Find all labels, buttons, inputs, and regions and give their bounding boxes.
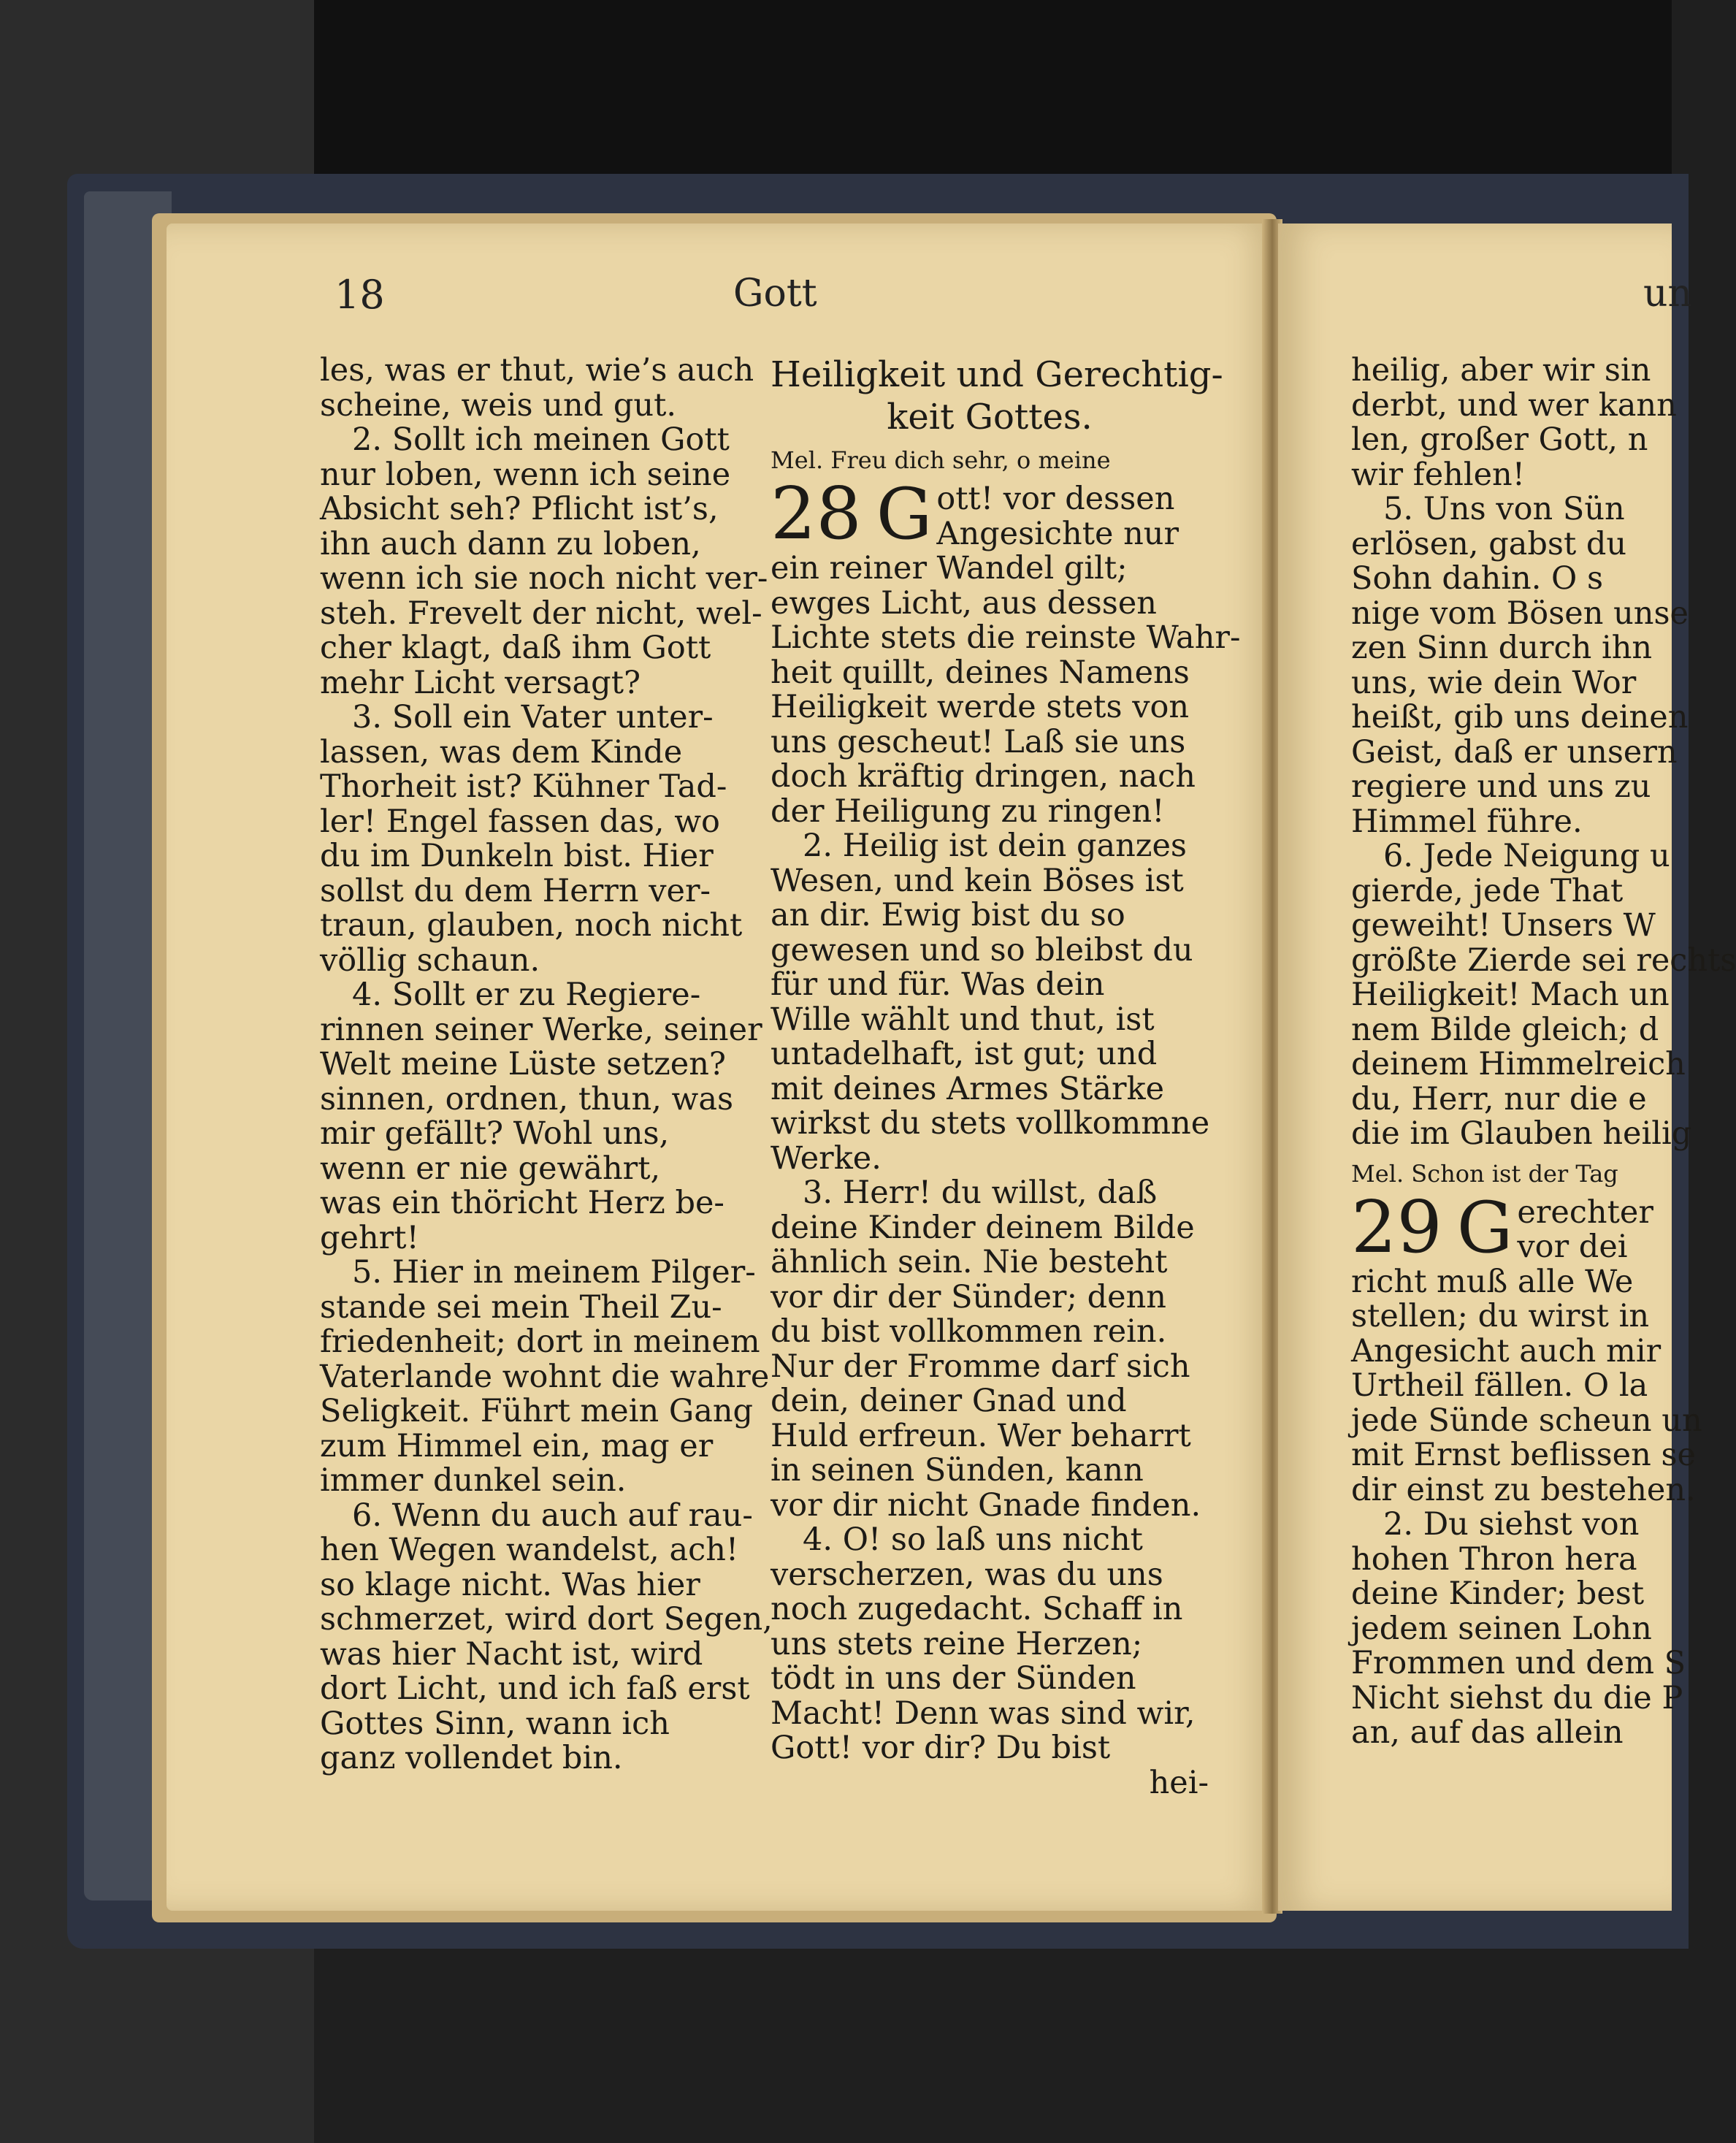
text-line: untadelhaft, ist gut; und xyxy=(771,1036,1158,1072)
text-line: mit Ernst beflissen se xyxy=(1351,1437,1696,1473)
text-line: cher klagt, daß ihm Gott xyxy=(320,630,711,666)
right-text-column xyxy=(1351,352,1736,1751)
text-line: Sohn dahin. O s xyxy=(1351,560,1604,597)
text-line: Gottes Sinn, wann ich xyxy=(320,1705,670,1742)
drop-cap: G xyxy=(876,473,933,555)
text-line: nur loben, wenn ich seine xyxy=(320,456,731,493)
text-line: dein, deiner Gnad und xyxy=(771,1383,1127,1419)
text-line: len, großer Gott, n xyxy=(1351,421,1648,458)
text-line: richt muß alle We xyxy=(1351,1263,1634,1300)
text-line: regiere und uns zu xyxy=(1351,768,1651,805)
text-line: scheine, weis und gut. xyxy=(320,386,677,424)
text-line: ewges Licht, aus dessen xyxy=(771,584,1157,622)
text-line: Absicht seh? Pflicht ist’s, xyxy=(320,491,719,527)
text-line: 3. Soll ein Vater unter- xyxy=(352,699,714,736)
text-line: Frommen und dem S xyxy=(1351,1645,1686,1681)
text-line: du, Herr, nur die e xyxy=(1351,1080,1647,1118)
text-line: rinnen seiner Werke, seiner xyxy=(320,1011,762,1048)
text-line: zen Sinn durch ihn xyxy=(1351,630,1653,666)
melody-line: Mel. Freu dich sehr, o meine xyxy=(771,446,1111,474)
text-line: 5. Uns von Sün xyxy=(1383,491,1625,527)
text-line: vor dir nicht Gnade finden. xyxy=(771,1486,1201,1524)
text-line: deinem Himmelreich xyxy=(1351,1046,1686,1082)
text-line: du im Dunkeln bist. Hier xyxy=(320,838,714,874)
text-line: Himmel führe. xyxy=(1351,803,1583,840)
text-line: jedem seinen Lohn xyxy=(1351,1610,1652,1647)
text-line: 6. Jede Neigung u xyxy=(1383,838,1670,874)
text-line: mit deines Armes Stärke xyxy=(771,1070,1165,1107)
text-line: völlig schaun. xyxy=(320,941,540,979)
text-line: ler! Engel fassen das, wo xyxy=(320,803,720,840)
text-line: heilig, aber wir sin xyxy=(1351,352,1651,389)
text-line: wir fehlen! xyxy=(1351,456,1526,493)
text-line: uns gescheut! Laß sie uns xyxy=(771,723,1186,760)
text-line: 4. O! so laß uns nicht xyxy=(803,1521,1143,1558)
text-line: verscherzen, was du uns xyxy=(771,1556,1163,1593)
text-line: wenn ich sie noch nicht ver- xyxy=(320,560,768,597)
hymn-text-continued xyxy=(1351,352,1736,1152)
text-line: was hier Nacht ist, wird xyxy=(320,1635,703,1673)
text-line: friedenheit; dort in meinem xyxy=(320,1323,760,1360)
text-line: Huld erfreun. Wer beharrt xyxy=(771,1417,1191,1454)
text-line: wirkst du stets vollkommne xyxy=(771,1105,1210,1142)
text-line: geweiht! Unsers W xyxy=(1351,907,1656,944)
text-line: 3. Herr! du willst, daß xyxy=(803,1174,1158,1211)
text-line: erlösen, gabst du xyxy=(1351,525,1627,562)
text-line: Lichte stets die reinste Wahr- xyxy=(771,619,1241,656)
drop-cap-2: G xyxy=(1456,1186,1513,1269)
text-line: Wille wählt und thut, ist xyxy=(771,1001,1155,1038)
hymn-text xyxy=(771,550,1241,1766)
text-line: die im Glauben heilig xyxy=(1351,1115,1692,1152)
melody-line-2: Mel. Schon ist der Tag xyxy=(1351,1159,1618,1188)
text-line: dir einst zu bestehen. xyxy=(1351,1471,1696,1508)
text-line: noch zugedacht. Schaff in xyxy=(771,1591,1183,1627)
page-number: 18 xyxy=(334,272,385,318)
text-line: 2. Heilig ist dein ganzes xyxy=(803,828,1187,864)
text-line: nem Bilde gleich; d xyxy=(1351,1011,1659,1048)
text-line: ein reiner Wandel gilt; xyxy=(771,550,1128,587)
catchword: hei- xyxy=(1149,1764,1209,1801)
text-line: Heiligkeit! Mach un xyxy=(1351,977,1670,1013)
text-line: uns stets reine Herzen; xyxy=(771,1625,1143,1662)
text-line: Urtheil fällen. O la xyxy=(1351,1367,1648,1404)
text-line: Angesicht auch mir xyxy=(1351,1332,1662,1370)
text-line: Nur der Fromme darf sich xyxy=(771,1348,1190,1385)
text-line: Geist, daß er unsern xyxy=(1351,733,1678,771)
text-line: gierde, jede That xyxy=(1351,872,1624,909)
text-line: immer dunkel sein. xyxy=(320,1462,627,1499)
text-line: so klage nicht. Was hier xyxy=(320,1566,700,1603)
middle-text-column xyxy=(771,354,1241,1801)
text-line: Wesen, und kein Böses ist xyxy=(771,862,1184,899)
text-line: lassen, was dem Kinde xyxy=(320,733,683,771)
text-line: zum Himmel ein, mag er xyxy=(320,1427,714,1464)
text-line: hen Wegen wandelst, ach! xyxy=(320,1532,739,1568)
text-line: Macht! Denn was sind wir, xyxy=(771,1695,1196,1732)
text-line: du bist vollkommen rein. xyxy=(771,1313,1167,1350)
text-line: Seligkeit. Führt mein Gang xyxy=(320,1393,754,1429)
text-line: ihn auch dann zu loben, xyxy=(320,525,701,562)
text-line: mehr Licht versagt? xyxy=(320,664,641,701)
text-line: stande sei mein Theil Zu- xyxy=(320,1288,722,1326)
text-line: jede Sünde scheun un xyxy=(1351,1402,1702,1439)
hymn-number-2: 29 xyxy=(1351,1185,1442,1269)
text-line: 2. Du siehst von xyxy=(1383,1506,1640,1543)
text-line: steh. Frevelt der nicht, wel- xyxy=(320,595,762,632)
text-line: ähnlich sein. Nie besteht xyxy=(771,1244,1168,1280)
text-line: stellen; du wirst in xyxy=(1351,1298,1650,1334)
hymn-text-2 xyxy=(1351,1263,1702,1751)
text-line: uns, wie dein Wor xyxy=(1351,664,1637,701)
text-line: sollst du dem Herrn ver- xyxy=(320,872,711,909)
text-line: an dir. Ewig bist du so xyxy=(771,897,1125,933)
text-line: heißt, gib uns deinen xyxy=(1351,699,1689,736)
text-line: nige vom Bösen unse xyxy=(1351,595,1689,632)
text-line: an, auf das allein xyxy=(1351,1714,1624,1751)
text-line: vor dir der Sünder; denn xyxy=(771,1278,1166,1315)
hymn-section-heading: Heiligkeit und Gerechtig- keit Gottes. xyxy=(771,354,1223,438)
hymn-start: 28 G ott! vor dessen Angesichte nur xyxy=(771,473,1179,556)
hymn-start-2: 29 G erechter vor dei xyxy=(1351,1185,1653,1269)
hymn-number: 28 xyxy=(771,473,862,556)
text-line: Thorheit ist? Kühner Tad- xyxy=(320,768,727,805)
text-line: hohen Thron hera xyxy=(1351,1540,1637,1578)
text-line: Vaterlande wohnt die wahre xyxy=(320,1358,770,1395)
text-line: wenn er nie gewährt, xyxy=(320,1150,661,1187)
text-line: deine Kinder deinem Bilde xyxy=(771,1209,1195,1246)
text-line: gewesen und so bleibst du xyxy=(771,931,1193,969)
text-line: Nicht siehst du die P xyxy=(1351,1679,1683,1716)
left-text-column xyxy=(320,352,773,1776)
text-line: 2. Sollt ich meinen Gott xyxy=(352,421,730,458)
text-line: mir gefällt? Wohl uns, xyxy=(320,1115,670,1152)
text-line: ganz vollendet bin. xyxy=(320,1740,623,1776)
text-line: deine Kinder; best xyxy=(1351,1575,1645,1612)
text-line: dort Licht, und ich faß erst xyxy=(320,1670,750,1707)
text-line: für und für. Was dein xyxy=(771,966,1105,1003)
text-line: 5. Hier in meinem Pilger- xyxy=(352,1254,756,1291)
text-line: derbt, und wer kann xyxy=(1351,386,1677,424)
text-line: sinnen, ordnen, thun, was xyxy=(320,1080,734,1118)
text-line: heit quillt, deines Namens xyxy=(771,654,1190,691)
text-line: les, was er thut, wie’s auch xyxy=(320,352,754,389)
text-line: in seinen Sünden, kann xyxy=(771,1452,1144,1489)
text-line: 4. Sollt er zu Regiere- xyxy=(352,977,701,1013)
text-line: traun, glauben, noch nicht xyxy=(320,907,743,944)
text-line: der Heiligung zu ringen! xyxy=(771,792,1165,830)
text-line: tödt in uns der Sünden xyxy=(771,1660,1136,1697)
running-head-right: un xyxy=(1643,272,1692,316)
text-line: Gott! vor dir? Du bist xyxy=(771,1730,1111,1766)
text-line: Welt meine Lüste setzen? xyxy=(320,1046,726,1082)
text-line: was ein thöricht Herz be- xyxy=(320,1185,724,1221)
text-line: Heiligkeit werde stets von xyxy=(771,689,1190,725)
running-head: Gott xyxy=(733,272,817,316)
text-line: größte Zierde sei rechts xyxy=(1351,941,1736,979)
text-line: Werke. xyxy=(771,1139,882,1177)
text-line: gehrt! xyxy=(320,1219,419,1256)
text-line: 6. Wenn du auch auf rau- xyxy=(352,1497,753,1534)
text-line: schmerzet, wird dort Segen, xyxy=(320,1601,773,1638)
text-line: doch kräftig dringen, nach xyxy=(771,758,1196,795)
